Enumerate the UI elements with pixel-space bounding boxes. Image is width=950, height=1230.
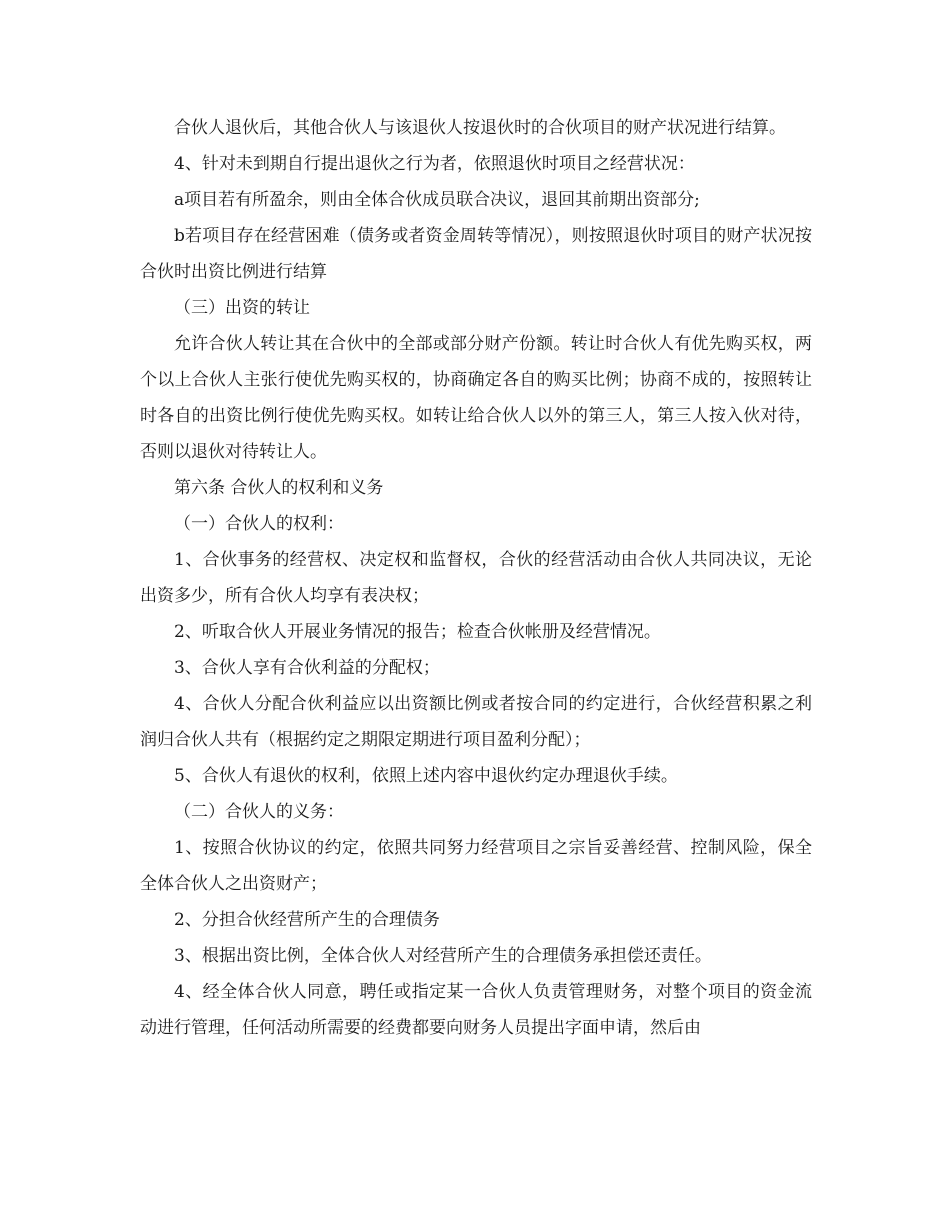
list-item-right-4: 4、合伙人分配合伙利益应以出资额比例或者按合同的约定进行，合伙经营积累之利润归合伙人共有（根据约定之期限定期进行项目盈利分配）；	[140, 694, 812, 750]
list-item-right-5: 5、合伙人有退伙的权利，依照上述内容中退伙约定办理退伙手续。	[174, 766, 678, 786]
section-heading-capital-transfer: （三）出资的转让	[174, 298, 310, 318]
list-item-right-3: 3、合伙人享有合伙利益的分配权；	[174, 658, 440, 678]
list-item-right-1: 1、合伙事务的经营权、决定权和监督权，合伙的经营活动由合伙人共同决议，无论出资多少，所有合伙人均享有表决权；	[140, 550, 812, 606]
list-item-obligation-2: 2、分担合伙经营所产生的合理债务	[174, 910, 440, 930]
list-item-obligation-1: 1、按照合伙协议的约定，依照共同努力经营项目之宗旨妥善经营、控制风险，保全全体合伙人之出资财产；	[140, 838, 812, 894]
list-item-obligation-4: 4、经全体合伙人同意，聘任或指定某一合伙人负责管理财务，对整个项目的资金流动进行管理，任何活动所需要的经费都要向财务人员提出字面申请，然后由	[140, 982, 812, 1038]
paragraph-difficulty-case: b若项目存在经营困难（债务或者资金周转等情况），则按照退伙时项目的财产状况按合伙时出资比例进行结算	[140, 226, 812, 282]
paragraph-settlement: 合伙人退伙后，其他合伙人与该退伙人按退伙时的合伙项目的财产状况进行结算。	[174, 118, 786, 138]
section-heading-obligations: （二）合伙人的义务：	[174, 802, 344, 822]
document-body	[140, 110, 812, 1046]
paragraph-early-withdrawal: 4、针对未到期自行提出退伙之行为者，依照退伙时项目之经营状况：	[174, 154, 695, 174]
section-heading-rights: （一）合伙人的权利：	[174, 514, 344, 534]
paragraph-surplus-case: a项目若有所盈余，则由全体合伙成员联合决议，退回其前期出资部分;	[174, 190, 700, 210]
article-heading-rights-obligations: 第六条 合伙人的权利和义务	[174, 478, 384, 498]
list-item-right-2: 2、听取合伙人开展业务情况的报告；检查合伙帐册及经营情况。	[174, 622, 661, 642]
list-item-obligation-3: 3、根据出资比例，全体合伙人对经营所产生的合理债务承担偿还责任。	[174, 946, 712, 966]
paragraph-transfer-rules: 允许合伙人转让其在合伙中的全部或部分财产份额。转让时合伙人有优先购买权，两个以上合伙人主张行使优先购买权的，协商确定各自的购买比例；协商不成的，按照转让时各自的出资比例行使优先购买权。如转让给合伙人以外的第三人，第三人按入伙对待，否则以退伙对待转让人。	[140, 334, 812, 462]
